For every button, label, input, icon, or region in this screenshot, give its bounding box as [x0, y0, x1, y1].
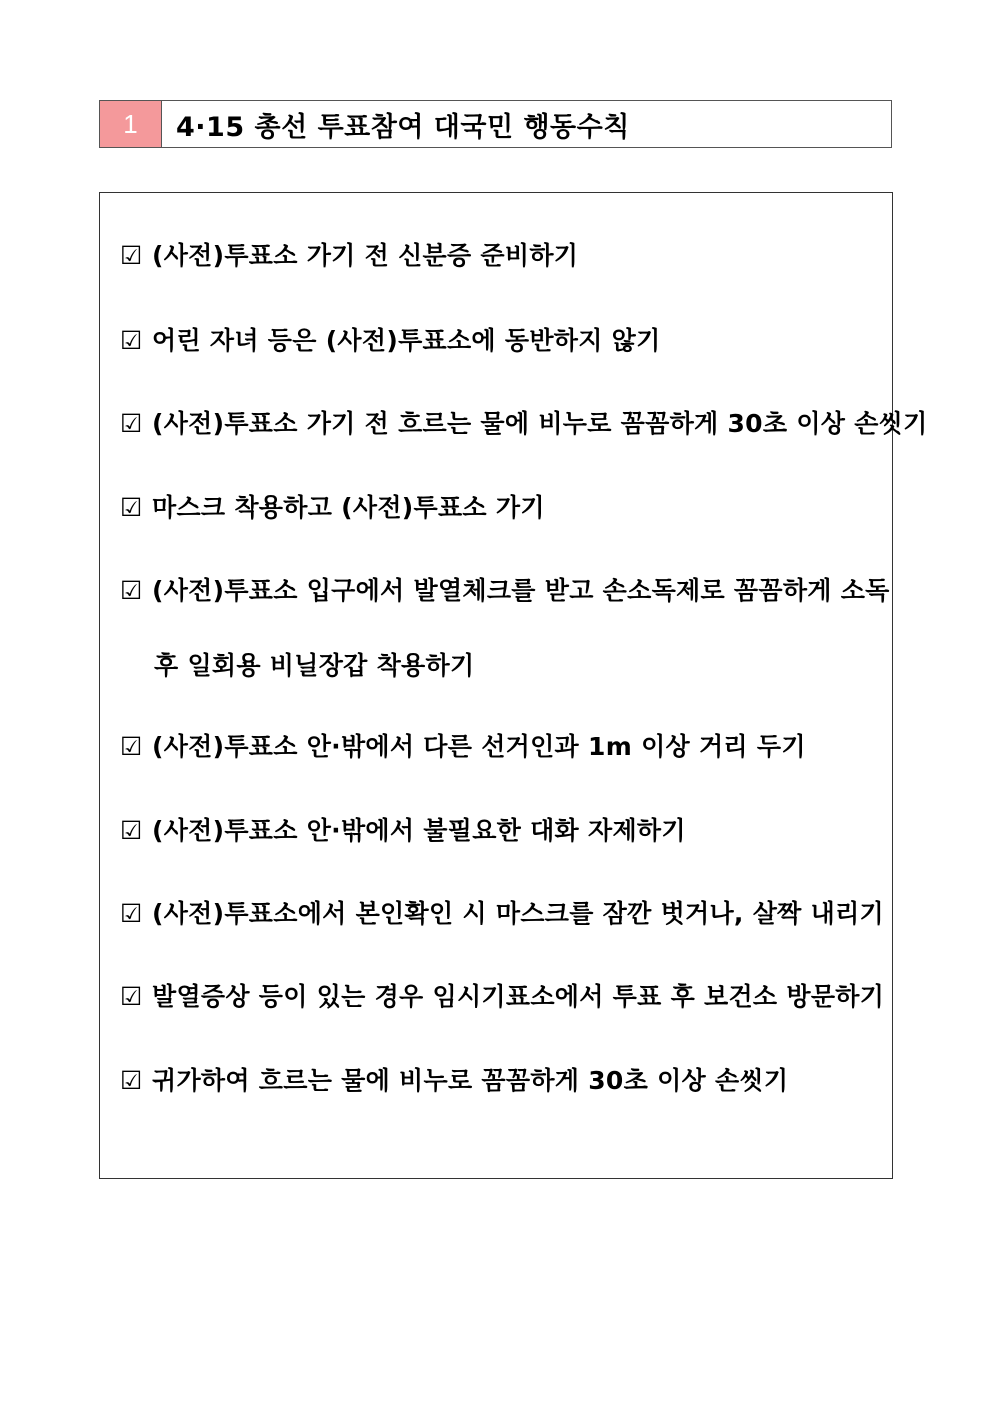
- item-text: 발열증상 등이 있는 경우 임시기표소에서 투표 후 보건소 방문하기: [152, 982, 885, 1011]
- list-item: [120, 574, 890, 608]
- item-text: 귀가하여 흐르는 물에 비누로 꼼꼼하게 30초 이상 손씻기: [152, 1066, 789, 1095]
- list-item: [120, 239, 882, 273]
- list-item: [120, 407, 928, 441]
- checkbox-icon: ☑: [120, 982, 143, 1011]
- checkbox-icon: ☑: [120, 576, 143, 605]
- section-number: 1: [100, 101, 162, 147]
- checkbox-icon: ☑: [120, 326, 143, 355]
- item-text: (사전)투표소 안·밖에서 불필요한 대화 자제하기: [152, 816, 686, 845]
- list-item: [120, 814, 882, 848]
- item-text: (사전)투표소 입구에서 발열체크를 받고 손소독제로 꼼꼼하게 소독: [152, 576, 890, 605]
- list-item: [120, 980, 885, 1014]
- item-text: (사전)투표소 가기 전 신분증 준비하기: [152, 241, 579, 270]
- checkbox-icon: ☑: [120, 409, 143, 438]
- item-text: 마스크 착용하고 (사전)투표소 가기: [152, 493, 545, 522]
- list-item: [120, 491, 882, 525]
- item-text: (사전)투표소에서 본인확인 시 마스크를 잠깐 벗거나, 살짝 내리기: [152, 899, 884, 928]
- checkbox-icon: ☑: [120, 732, 143, 761]
- checkbox-icon: ☑: [120, 241, 143, 270]
- list-item: [120, 324, 882, 358]
- checkbox-icon: ☑: [120, 899, 143, 928]
- checkbox-icon: ☑: [120, 816, 143, 845]
- guideline-box: [99, 192, 928, 1179]
- item-text-continuation: 후 일회용 비닐장갑 착용하기: [154, 651, 475, 680]
- list-item: [120, 1064, 882, 1098]
- item-text: 어린 자녀 등은 (사전)투표소에 동반하지 않기: [152, 326, 661, 355]
- section-header: [99, 100, 892, 148]
- checkbox-icon: ☑: [120, 1066, 143, 1095]
- section-title: 4·15 총선 투표참여 대국민 행동수칙: [176, 111, 630, 143]
- checkbox-icon: ☑: [120, 493, 143, 522]
- list-item: [120, 730, 882, 764]
- list-item: [120, 897, 882, 931]
- item-text: (사전)투표소 안·밖에서 다른 선거인과 1m 이상 거리 두기: [152, 732, 806, 761]
- item-text: (사전)투표소 가기 전 흐르는 물에 비누로 꼼꼼하게 30초 이상 손씻기: [152, 409, 928, 438]
